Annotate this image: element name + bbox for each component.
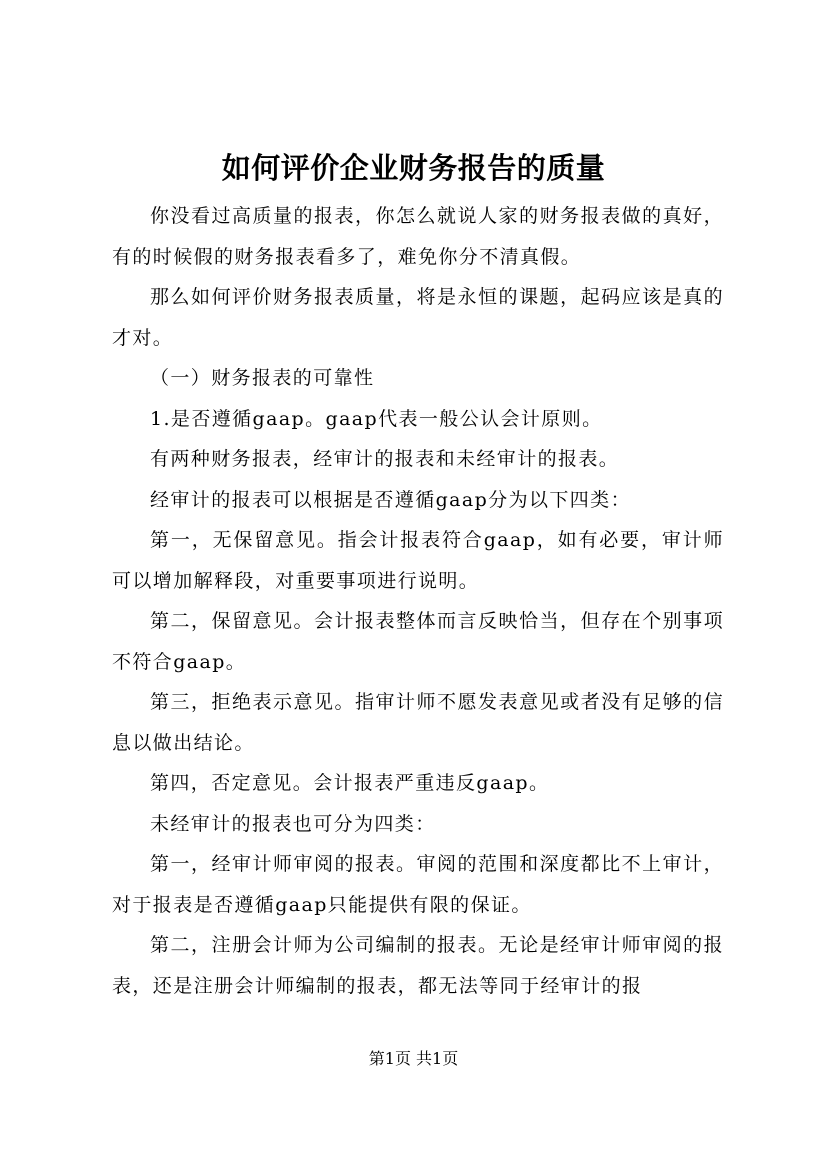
paragraph: 第一，无保留意见。指会计报表符合gaap，如有必要，审计师可以增加解释段，对重要事项进行说明。	[112, 529, 724, 592]
document-body	[112, 196, 724, 1006]
paragraph: 1.是否遵循gaap。gaap代表一般公认会计原则。	[150, 407, 603, 430]
paragraph: 第二，保留意见。会计报表整体而言反映恰当，但存在个别事项不符合gaap。	[112, 610, 724, 673]
paragraph: 未经审计的报表也可分为四类：	[150, 812, 436, 835]
paragraph: 你没看过高质量的报表，你怎么就说人家的财务报表做的真好，有的时候假的财务报表看多了，难免你分不清真假。	[112, 205, 724, 268]
document-title: 如何评价企业财务报告的质量	[221, 151, 606, 185]
paragraph: 经审计的报表可以根据是否遵循gaap分为以下四类：	[150, 488, 631, 511]
paragraph: 那么如何评价财务报表质量，将是永恒的课题，起码应该是真的才对。	[112, 286, 724, 349]
section-heading: （一）财务报表的可靠性	[150, 367, 375, 389]
paragraph: 第三，拒绝表示意见。指审计师不愿发表意见或者没有足够的信息以做出结论。	[112, 691, 724, 754]
paragraph: 第四，否定意见。会计报表严重违反gaap。	[150, 772, 550, 794]
page-footer: 第1页 共1页	[368, 1049, 459, 1068]
paragraph: 有两种财务报表，经审计的报表和未经审计的报表。	[150, 448, 620, 470]
paragraph: 第一，经审计师审阅的报表。审阅的范围和深度都比不上审计，对于报表是否遵循gaap只能提供有限的保证。	[112, 853, 724, 916]
paragraph: 第二，注册会计师为公司编制的报表。无论是经审计师审阅的报表，还是注册会计师编制的报表，都无法等同于经审计的报	[112, 934, 724, 997]
